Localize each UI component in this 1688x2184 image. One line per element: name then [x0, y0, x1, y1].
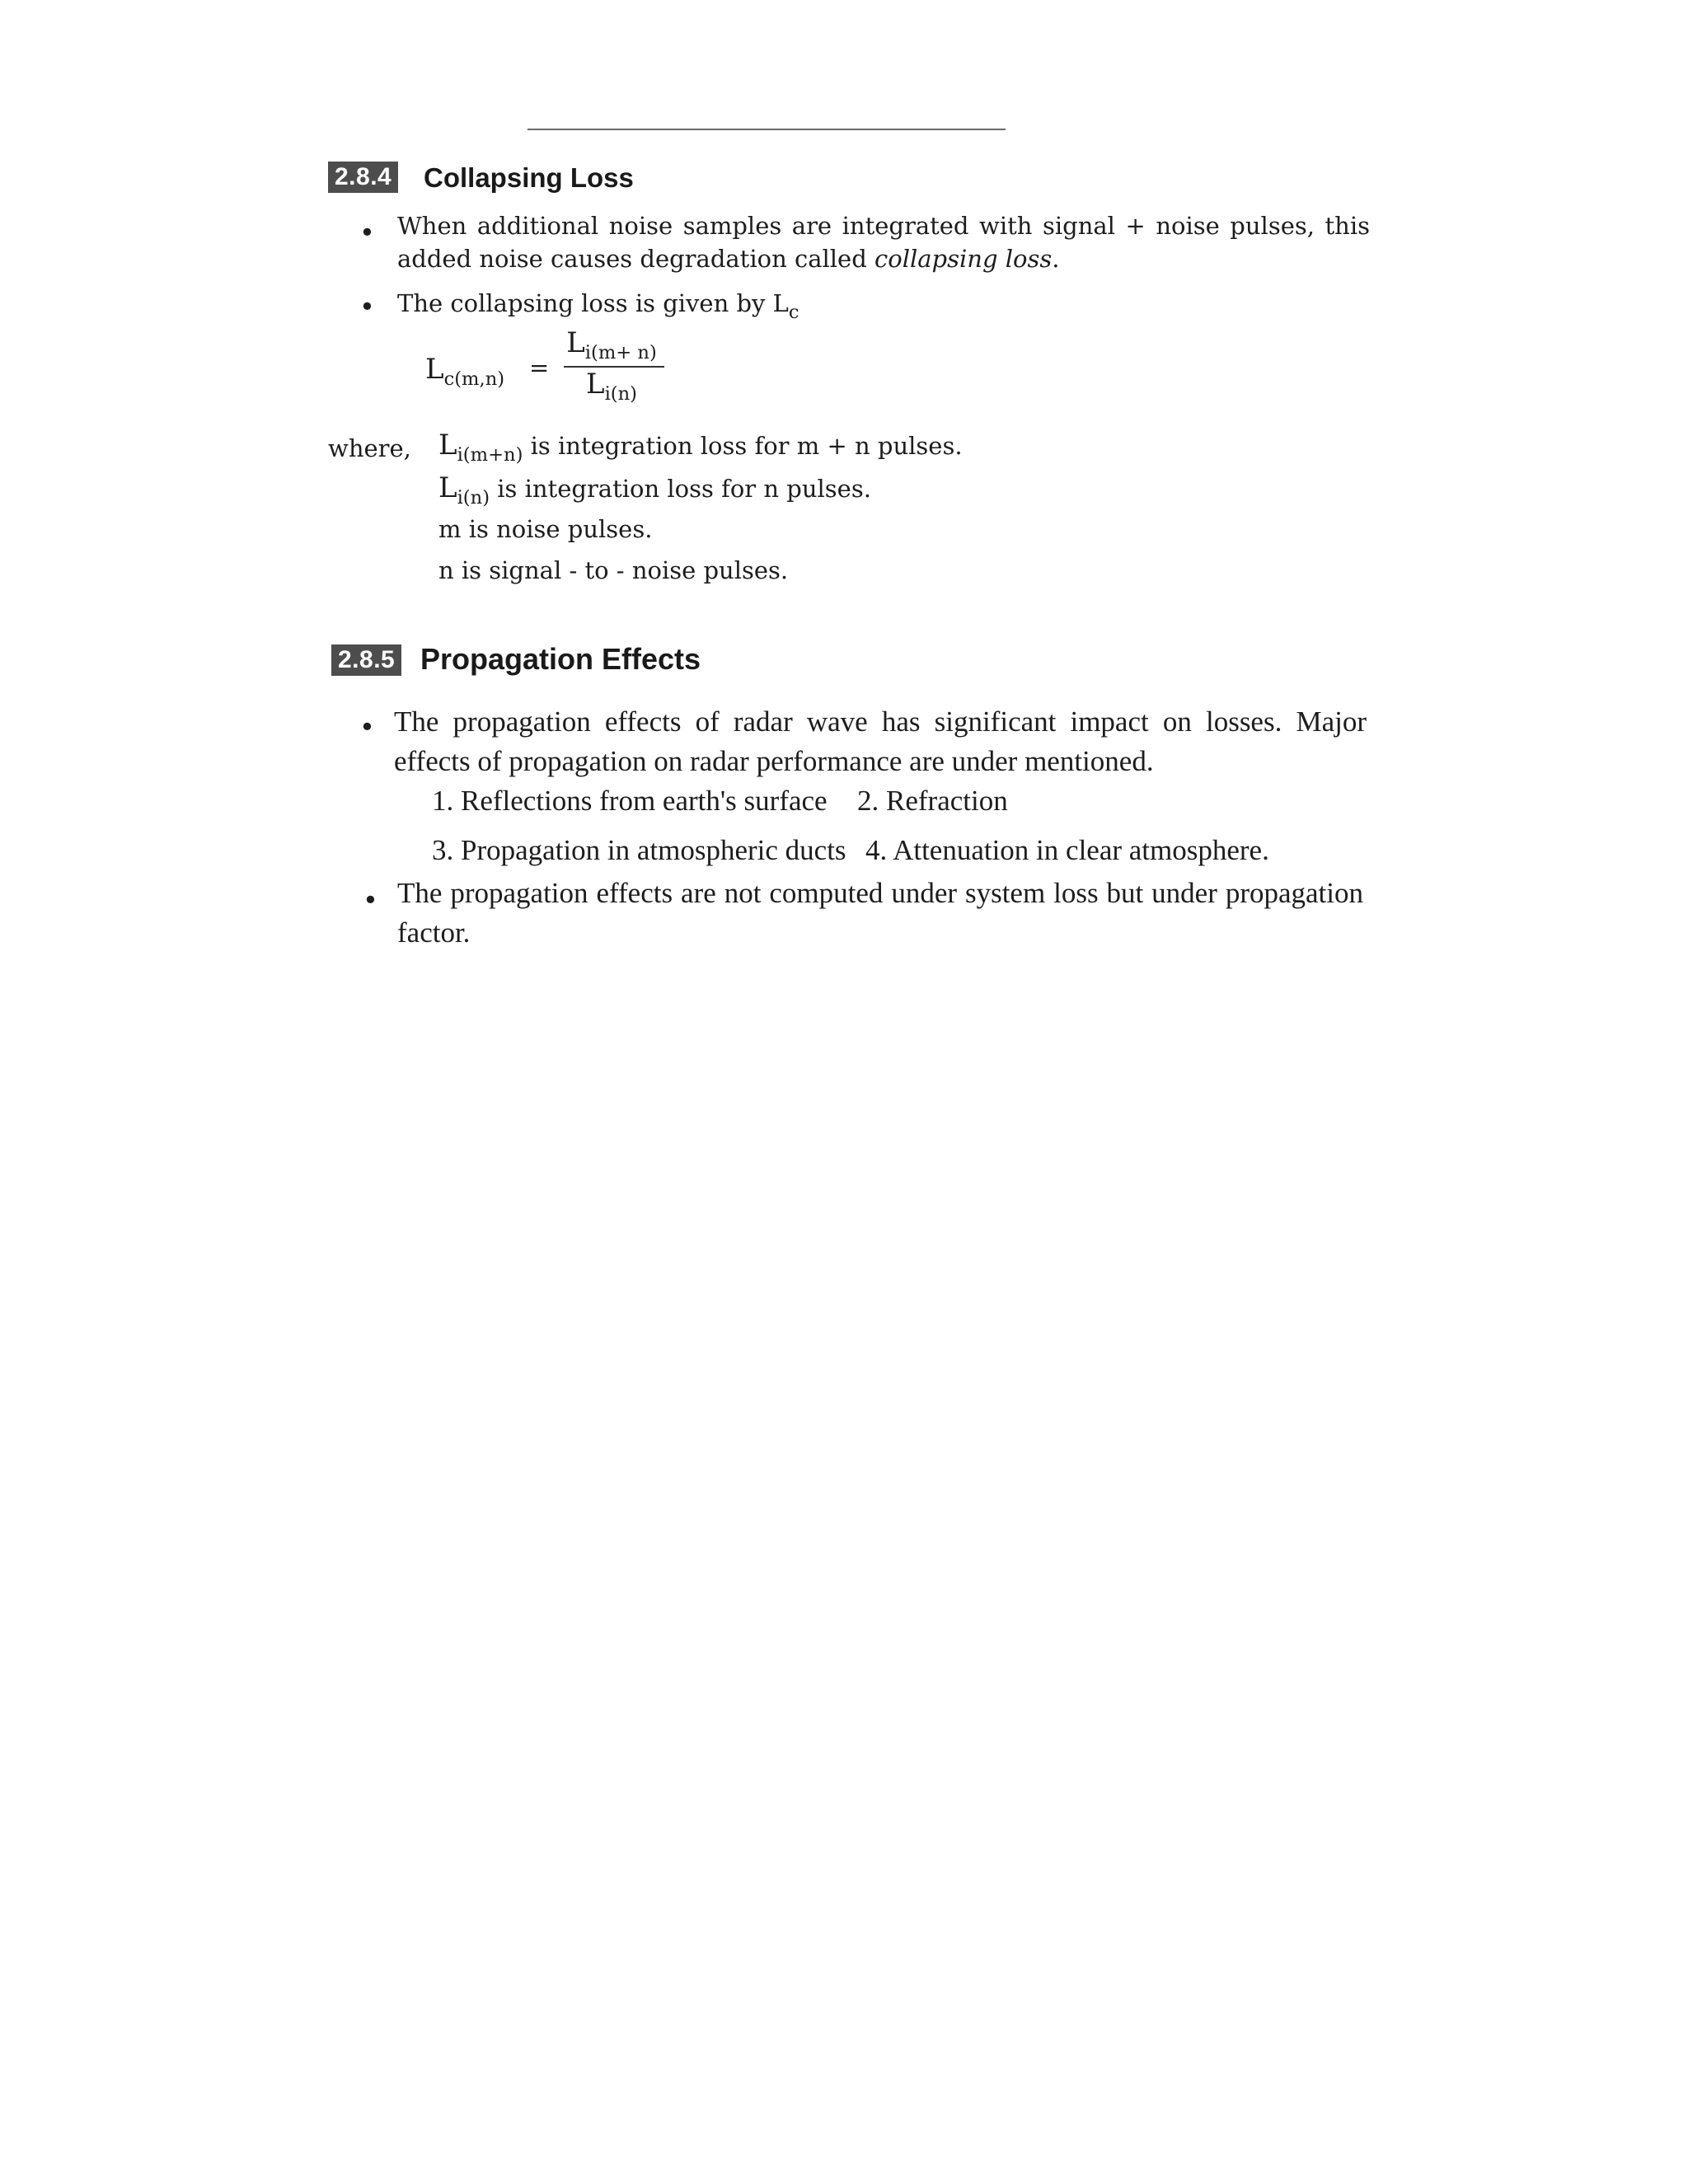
where-label: where, [328, 434, 411, 462]
propagation-factor-note: The propagation effects are not computed under system loss but under propagation factor. [397, 877, 1363, 949]
collapsing-loss-intro [397, 287, 799, 329]
section-title: Propagation Effects [420, 642, 701, 676]
section-title: Collapsing Loss [424, 162, 634, 193]
effect-item: 2. Refraction [857, 785, 1008, 817]
definition-end: . [1052, 245, 1060, 273]
section-number-badge: 2.8.5 [331, 644, 401, 676]
where-item: n is signal - to - noise pulses. [438, 556, 789, 584]
equation-equals: = [529, 354, 550, 382]
top-divider [528, 129, 1006, 130]
equation-denominator: $L_{i(n)}$ [585, 368, 637, 405]
bullet-icon: • [363, 884, 378, 916]
definition-text: When additional noise samples are integrated with signal + noise pulses, this added noise causes degradation called [397, 212, 1370, 273]
equation-lhs: $L_{c(m,n)}$ [425, 353, 505, 390]
bullet-icon: • [359, 711, 375, 743]
where-item: $L_{i(n)}$ is integration loss for n pulses. [438, 471, 871, 509]
propagation-intro: The propagation effects of radar wave has significant impact on losses. Major effects of propagation on radar performance are under mentioned. [394, 705, 1367, 777]
collapsing-loss-definition [397, 209, 1370, 275]
bullet-icon: • [359, 291, 375, 322]
where-item: $L_{i(m+n)}$ is integration loss for m + n pulses. [438, 429, 963, 466]
definition-term: collapsing loss [874, 245, 1053, 273]
equation-numerator: $L_{i(m+ n)}$ [566, 326, 657, 363]
where-item: m is noise pulses. [438, 515, 653, 543]
intro-text: The collapsing loss is given by L [397, 289, 789, 317]
bullet-icon: • [359, 217, 375, 248]
effect-item: 4. Attenuation in clear atmosphere. [865, 834, 1269, 866]
effect-item: 3. Propagation in atmospheric ducts [432, 834, 846, 866]
effect-item: 1. Reflections from earth's surface [432, 785, 828, 817]
intro-subscript: c [788, 301, 799, 323]
section-number-badge: 2.8.4 [328, 162, 398, 193]
